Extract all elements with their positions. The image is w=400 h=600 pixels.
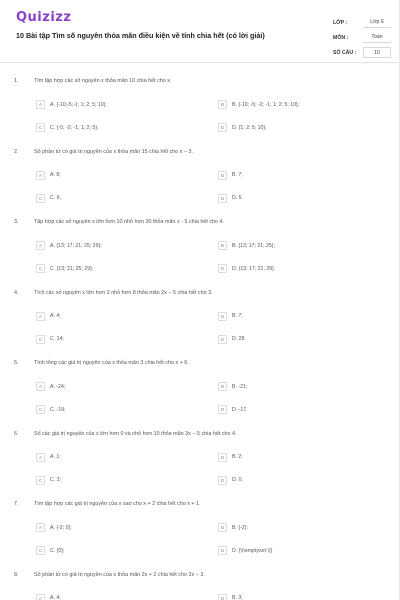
option-letter-box: D xyxy=(218,335,227,344)
option-letter-box: B xyxy=(218,594,227,600)
option-text: B. 2; xyxy=(232,454,243,460)
question-8 xyxy=(0,572,400,600)
option-d[interactable] xyxy=(218,122,267,133)
option-a[interactable] xyxy=(36,522,72,533)
worksheet-title: 10 Bài tập Tìm số nguyên thỏa mãn điều kiện về tính chia hết (có lời giải) xyxy=(16,31,265,40)
question-list xyxy=(0,78,400,600)
option-d[interactable] xyxy=(218,334,246,345)
option-text: B. {-10; -5; -2; -1; 1; 2; 5; 10}; xyxy=(232,101,300,108)
option-letter-box: D xyxy=(218,546,227,555)
option-text: C. {0}; xyxy=(50,547,65,554)
option-a[interactable] xyxy=(36,170,61,181)
question-6 xyxy=(0,431,400,502)
option-letter-box: D xyxy=(218,264,227,273)
option-d[interactable] xyxy=(218,404,248,415)
option-letter-box: A xyxy=(36,523,45,532)
option-c[interactable] xyxy=(36,545,64,556)
question-text: Tìm tập hợp các giá trị nguyên của x sao cho x + 2 chia hết cho x + 1. xyxy=(34,501,201,507)
header-divider xyxy=(0,62,400,63)
option-text: D. {1; 2; 5; 10}. xyxy=(232,124,267,131)
meta-grade xyxy=(333,15,391,30)
question-number: 4. xyxy=(14,289,19,296)
option-a[interactable] xyxy=(36,311,61,322)
option-text: C. 3; xyxy=(50,477,61,483)
meta-count-label: SỐ CÂU : xyxy=(333,49,357,56)
option-letter-box: D xyxy=(218,476,227,485)
option-b[interactable] xyxy=(218,311,243,322)
option-letter-box: A xyxy=(36,100,45,109)
option-a[interactable] xyxy=(36,381,65,392)
meta-subject-label: MÔN : xyxy=(333,34,349,41)
option-text: A. 4; xyxy=(50,595,61,600)
question-text: Số phần tử có giá trị nguyên của x thỏa mãn 2x + 2 chia hết cho 2x − 3. xyxy=(34,571,205,578)
question-number: 8. xyxy=(14,571,19,578)
option-letter-box: A xyxy=(36,382,45,391)
option-c[interactable] xyxy=(36,334,64,345)
option-text: D. {13; 17; 21; 29}. xyxy=(232,265,276,272)
option-letter-box: C xyxy=(36,123,45,132)
option-letter-box: B xyxy=(218,312,227,321)
meta-subject xyxy=(333,30,391,45)
option-letter-box: B xyxy=(218,382,227,391)
option-letter-box: A xyxy=(36,241,45,250)
question-number: 2. xyxy=(14,148,19,155)
option-letter-box: B xyxy=(218,100,227,109)
question-text: Tích các số nguyên x lớn hơn 2 nhỏ hơn 8 thỏa mãn 2x − 5 chia hết cho 3. xyxy=(34,289,213,296)
option-b[interactable] xyxy=(218,593,243,600)
option-letter-box: C xyxy=(36,546,45,555)
question-number: 1. xyxy=(14,78,19,84)
option-d[interactable] xyxy=(218,193,243,204)
option-a[interactable] xyxy=(36,452,61,463)
option-b[interactable] xyxy=(218,99,299,110)
question-text: Tìm tập hợp các số nguyên x thỏa mãn 10 chia hết cho x. xyxy=(34,78,172,84)
option-c[interactable] xyxy=(36,475,61,486)
option-text: C. -19; xyxy=(50,406,66,413)
option-c[interactable] xyxy=(36,193,61,204)
question-text: Số phần tử có giá trị nguyên của x thỏa mãn 15 chia hết cho x − 3. xyxy=(34,148,193,155)
option-text: A. {-10;-5;-1; 1; 2; 5; 10}; xyxy=(50,101,107,108)
option-letter-box: B xyxy=(218,453,227,462)
option-b[interactable] xyxy=(218,240,275,251)
option-d[interactable] xyxy=(218,475,243,486)
option-a[interactable] xyxy=(36,99,107,110)
option-text: C. 6; xyxy=(50,195,61,201)
quizizz-logo: Quizizz xyxy=(16,10,72,25)
meta-count xyxy=(333,45,391,60)
option-letter-box: A xyxy=(36,312,45,321)
option-text: C. {-5; -2; -1; 1; 2; 5}; xyxy=(50,124,99,131)
option-text: D. {\(\emptyset \)} xyxy=(232,547,273,554)
option-b[interactable] xyxy=(218,381,247,392)
option-c[interactable] xyxy=(36,404,66,415)
option-text: A. 4; xyxy=(50,313,61,319)
option-text: A. {-2; 0}; xyxy=(50,524,72,531)
question-number: 7. xyxy=(14,501,19,507)
meta-grade-value: Lớp 6 xyxy=(363,17,391,28)
question-number: 3. xyxy=(14,219,19,225)
option-text: D. 0. xyxy=(232,477,243,483)
question-7 xyxy=(0,501,400,572)
option-a[interactable] xyxy=(36,240,102,251)
option-letter-box: A xyxy=(36,594,45,600)
question-2 xyxy=(0,149,400,220)
question-number: 5. xyxy=(14,360,19,366)
option-b[interactable] xyxy=(218,452,243,463)
worksheet-header xyxy=(0,0,400,62)
option-text: C. 14; xyxy=(50,336,64,342)
option-letter-box: B xyxy=(218,523,227,532)
option-letter-box: A xyxy=(36,453,45,462)
question-text: Số các giá trị nguyên của x lớn hơn 0 và nhỏ hơn 10 thỏa mãn 3x − 5 chia hết cho 4. xyxy=(34,430,237,437)
option-b[interactable] xyxy=(218,170,243,181)
meta-subject-value: Toán xyxy=(363,32,391,43)
option-letter-box: C xyxy=(36,405,45,414)
option-text: A. 8; xyxy=(50,172,61,178)
option-c[interactable] xyxy=(36,263,93,274)
option-text: B. -21; xyxy=(232,383,248,390)
option-text: B. 3; xyxy=(232,595,243,600)
option-text: D. 28. xyxy=(232,336,246,342)
option-letter-box: C xyxy=(36,476,45,485)
option-c[interactable] xyxy=(36,122,98,133)
option-text: B. 7; xyxy=(232,172,243,178)
option-d[interactable] xyxy=(218,263,275,274)
option-text: B. {13; 17; 21; 25}; xyxy=(232,242,275,249)
option-text: B. 7; xyxy=(232,313,243,319)
option-text: C. {13; 21; 25; 29}; xyxy=(50,265,94,272)
option-letter-box: D xyxy=(218,194,227,203)
option-letter-box: C xyxy=(36,264,45,273)
option-text: D. -17. xyxy=(232,406,248,413)
option-letter-box: C xyxy=(36,194,45,203)
question-text: Tính tổng các giá trị nguyên của x thỏa mãn 3 chia hết cho x + 6. xyxy=(34,360,189,366)
option-b[interactable] xyxy=(218,522,248,533)
question-4 xyxy=(0,290,400,361)
option-text: A. -24; xyxy=(50,383,66,390)
question-number: 6. xyxy=(14,430,19,437)
option-text: B. {-2}; xyxy=(232,524,248,531)
meta-count-value: 10 xyxy=(363,47,391,58)
question-5 xyxy=(0,360,400,431)
question-3 xyxy=(0,219,400,290)
question-text: Tập hợp các số nguyên x lớn hơn 10 nhỏ hơn 30 thỏa mãn x - 5 chia hết cho 4. xyxy=(34,219,225,225)
option-letter-box: D xyxy=(218,405,227,414)
worksheet-meta xyxy=(333,15,391,60)
option-text: A. {13; 17; 21; 25; 29}; xyxy=(50,242,102,249)
option-d[interactable] xyxy=(218,545,272,556)
question-1 xyxy=(0,78,400,149)
option-letter-box: B xyxy=(218,171,227,180)
option-text: D. 5. xyxy=(232,195,243,201)
option-text: A. 1; xyxy=(50,454,61,460)
option-a[interactable] xyxy=(36,593,61,600)
option-letter-box: A xyxy=(36,171,45,180)
option-letter-box: C xyxy=(36,335,45,344)
option-letter-box: B xyxy=(218,241,227,250)
meta-grade-label: LỚP : xyxy=(333,19,348,26)
option-letter-box: D xyxy=(218,123,227,132)
